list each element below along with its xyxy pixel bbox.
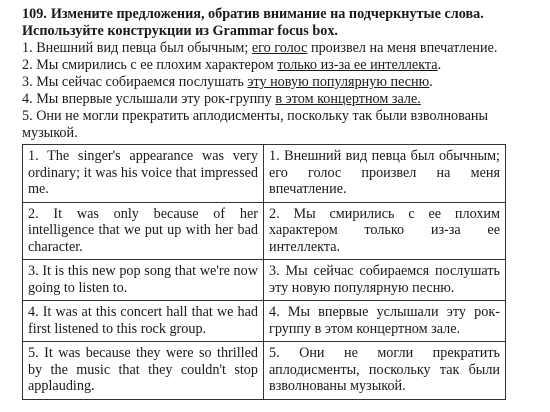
russian-cell: 3. Мы сейчас собираемся послушать эту новую популярную песню. bbox=[264, 260, 506, 301]
sentence-5 bbox=[22, 108, 542, 142]
sentence-text: произвел на меня впечатление. bbox=[307, 40, 498, 56]
english-cell: 5. It was because they were so thrilled by the music that they couldn't stop applauding. bbox=[23, 342, 264, 400]
english-cell: 2. It was only because of her intelligence that we put up with her bad character. bbox=[23, 202, 264, 260]
table-row bbox=[23, 145, 506, 203]
sentence-3 bbox=[22, 74, 542, 91]
russian-cell: 2. Мы смирились с ее плохим характером только из-за ее интеллекта. bbox=[264, 202, 506, 260]
table-row bbox=[23, 202, 506, 260]
english-cell: 1. The singer's appearance was very ordinary; it was his voice that impressed me. bbox=[23, 145, 264, 203]
russian-cell: 4. Мы впервые услышали эту рок-группу в этом концертном зале. bbox=[264, 301, 506, 342]
sentence-1 bbox=[22, 40, 542, 57]
russian-cell: 1. Внешний вид певца был обычным; его голос произвел на меня впечатление. bbox=[264, 145, 506, 203]
table-row bbox=[23, 301, 506, 342]
sentence-text: 4. Мы впервые услышали эту рок-группу bbox=[22, 91, 276, 107]
underlined-phrase: только из-за ее интеллекта bbox=[277, 57, 438, 73]
table-row bbox=[23, 342, 506, 400]
sentence-text: . bbox=[437, 57, 442, 73]
sentence-4 bbox=[22, 91, 542, 108]
sentence-text: . bbox=[429, 74, 433, 90]
english-cell: 4. It was at this concert hall that we had first listened to this rock group. bbox=[23, 301, 264, 342]
sentence-text: 5. Они не могли прекратить аплодисменты, поскольку так были взволнованы музыкой. bbox=[22, 108, 489, 141]
sentence-text: 2. Мы смирились с ее плохим характером bbox=[22, 57, 278, 73]
sentence-2 bbox=[22, 57, 542, 74]
exercise-heading bbox=[22, 6, 542, 23]
sentence-text: 1. Внешний вид певца был обычным; bbox=[22, 40, 252, 56]
underlined-phrase: эту новую популярную песню bbox=[247, 74, 430, 90]
exercise-title-line1: Измените предложения, обратив внимание на подчеркнутые слова. bbox=[50, 6, 484, 22]
english-cell: 3. It is this new pop song that we're now going to listen to. bbox=[23, 260, 264, 301]
table-row bbox=[23, 260, 506, 301]
sentence-text: 3. Мы сейчас собираемся послушать bbox=[22, 74, 248, 90]
underlined-phrase: в этом концертном зале. bbox=[275, 91, 421, 107]
russian-cell: 5. Они не могли прекратить аплодисменты, поскольку так были взволнованы музыкой. bbox=[264, 342, 506, 400]
underlined-phrase: его голос bbox=[251, 40, 308, 56]
answer-table bbox=[22, 144, 506, 400]
exercise-title-line2: Используйте конструкции из Grammar focus box. bbox=[22, 23, 338, 39]
exercise-number: 109. bbox=[22, 6, 47, 22]
